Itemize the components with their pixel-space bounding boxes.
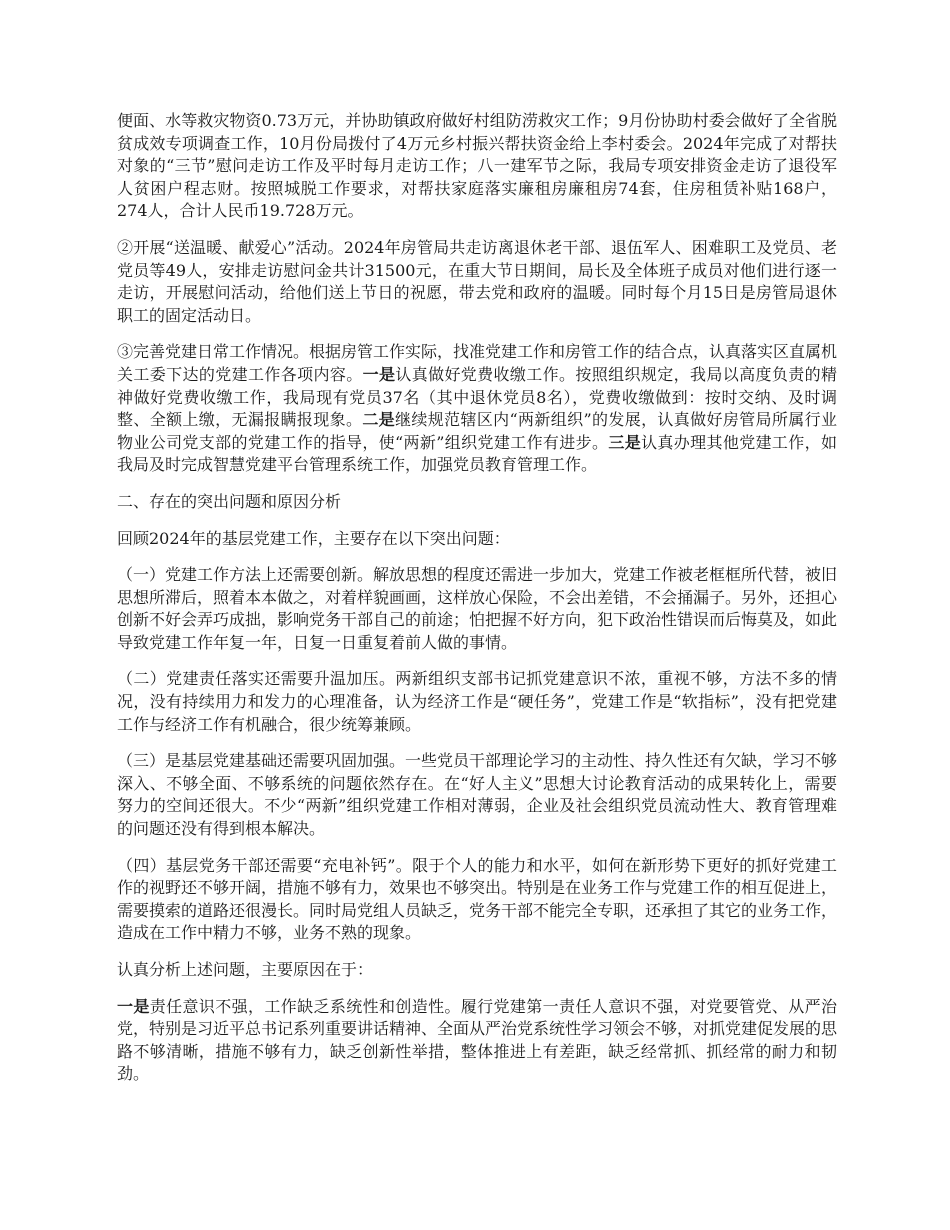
paragraph-review-intro: 回顾2024年的基层党建工作，主要存在以下突出问题： [117, 528, 510, 548]
bold-marker: 一是 [117, 996, 150, 1016]
bold-marker: 二是 [362, 410, 396, 430]
document-page [117, 110, 837, 1100]
paragraph-relief-funds: 便面、水等救灾物资0.73万元，并协助镇政府做好村组防涝救灾工作；9月份协助村委会做好了全省脱贫成效专项调查工作，10月份局拨付了4万元乡村振兴帮扶资金给上李村委会。2024年完成了对帮扶对象的“三节”慰问走访工作及平时每月走访工作；八一建军节之际，我局专项安排资金走访了退役军人贫困户程志财。按照城脱工作要求，对帮扶家庭落实廉租房廉租房74套，住房租赁补贴168户，274人，合计人民币19.728万元。 [117, 111, 837, 221]
text-segment: 责任意识不强，工作缺乏系统性和创造性。履行党建第一责任人意识不强，对党要管党、从严治党，特别是习近平总书记系列重要讲话精神、全面从严治党系统性学习领会不够，对抓党建促发展的思路不够清晰，措施不够有力，缺乏创新性举措，整体推进上有差距，缺乏经常抓、抓经常的耐力和韧劲。 [117, 996, 838, 1084]
paragraph-problem-3: （三）是基层党建基础还需要巩固加强。一些党员干部理论学习的主动性、持久性还有欠缺，学习不够深入、不够全面、不够系统的问题依然存在。在“好人主义”思想大讨论教育活动的成果转化上，需要努力的空间还很大。不少“两新”组织党建工作相对薄弱，企业及社会组织党员流动性大、教育管理难的问题还没有得到根本解决。 [117, 751, 838, 839]
bold-marker: 一是 [362, 364, 396, 384]
paragraph-cause-intro: 认真分析上述问题，主要原因在于： [117, 960, 374, 979]
section-heading: 二、存在的突出问题和原因分析 [117, 491, 342, 511]
paragraph-problem-1: （一）党建工作方法上还需要创新。解放思想的程度还需进一步加大，党建工作被老框框所代替，被旧思想所滞后，照着本本做之，对着样貌画画，这样放心保险，不会出差错，不会捅漏子。另外，还担心创新不好会弄巧成拙，影响党务干部自己的前途；怕把握不好方向，犯下政治性错误而后悔莫及，如此导致党建工作年复一年，日复一日重复着前人做的事情。 [117, 565, 838, 652]
paragraph-problem-2: （二）党建责任落实还需要升温加压。两新组织支部书记抓党建意识不浓，重视不够，方法不多的情况，没有持续用力和发力的心理准备，认为经济工作是“硬任务”，党建工作是“软指标”，没有把党建工作与经济工作有机融合，很少统筹兼顾。 [117, 669, 837, 734]
text-segment: 继续规范辖区内“两新组织”的发展，认真做好房管局所属行业物业公司党支部的党建工作的指导，使“两新”组织党建工作有进步。 [117, 410, 837, 452]
bold-marker: 三是 [608, 432, 642, 452]
paragraph-cause-1 [117, 996, 837, 1086]
text-segment: ③完善党建日常工作情况。根据房管工作实际，找准党建工作和房管工作的结合点，认真落实区直属机关工委下达的党建工作各项内容。 [117, 342, 838, 384]
paragraph-warmth-activity: ②开展“送温暖、献爱心”活动。2024年房管局共走访离退休老干部、退伍军人、困难职工及党员、老党员等49人，安排走访慰问金共计31500元，在重大节日期间，局长及全体班子成员对他们进行逐一走访，开展慰问活动，给他们送上节日的祝愿，带去党和政府的温暖。同时每个月15日是房管局退休职工的固定活动日。 [117, 237, 837, 325]
paragraph-problem-4: （四）基层党务干部还需要“充电补钙”。限于个人的能力和水平，如何在新形势下更好的抓好党建工作的视野还不够开阔，措施不够有力，效果也不够突出。特别是在业务工作与党建工作的相互促进上，需要摸索的道路还很漫长。同时局党组人员缺乏，党务干部不能完全专职，还承担了其它的业务工作，造成在工作中精力不够，业务不熟的现象。 [117, 855, 838, 943]
text-segment: 认真办理其他党建工作，如我局及时完成智慧党建平台管理系统工作，加强党员教育管理工作。 [117, 432, 837, 475]
paragraph-party-routine [117, 341, 837, 477]
text-segment: 认真做好党费收缴工作。按照组织规定，我局以高度负责的精神做好党费收缴工作，我局现有党员37名（其中退休党员8名），党费收缴做到：按时交纳、及时调整、全额上缴，无漏报瞒报现象。 [117, 364, 837, 430]
